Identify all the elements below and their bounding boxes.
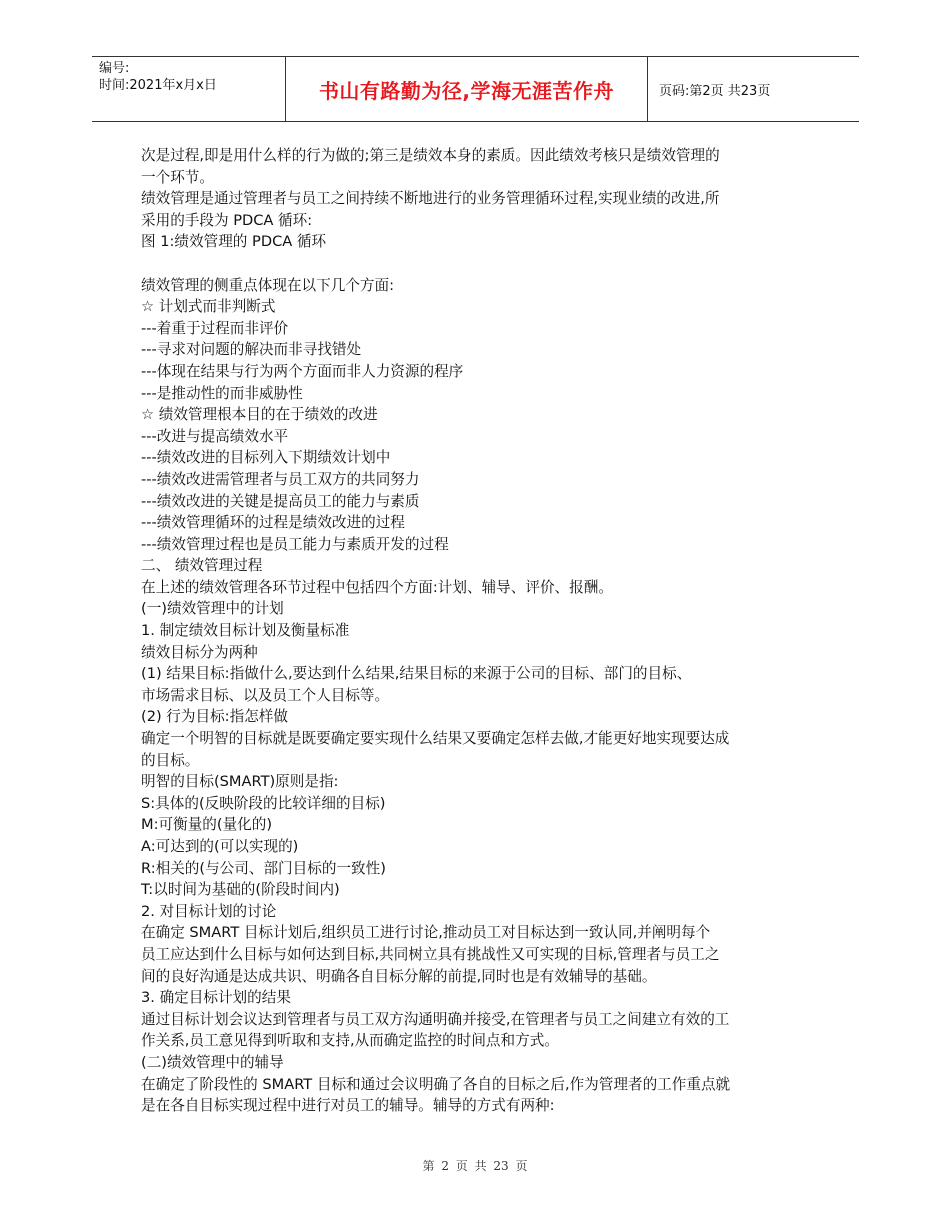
body-line: A:可达到的(可以实现的) <box>141 838 299 855</box>
body-line: 在确定 SMART 目标计划后,组织员工进行讨论,推动员工对目标达到一致认同,并阐明每个 <box>141 924 711 942</box>
body-line: ---寻求对问题的解决而非寻找错处 <box>141 341 362 359</box>
document-date: 时间:2021年x月x日 <box>99 78 217 93</box>
body-line: ---是推动性的而非威胁性 <box>141 384 303 402</box>
body-line: 在上述的绩效管理各环节过程中包括四个方面:计划、辅导、评价、报酬。 <box>141 578 613 596</box>
body-line: 市场需求目标、以及员工个人目标等。 <box>141 686 390 704</box>
body-line: ---绩效改进的目标列入下期绩效计划中 <box>141 449 391 467</box>
body-line: 2. 对目标计划的讨论 <box>141 902 277 920</box>
body-line: ---绩效管理循环的过程是绩效改进的过程 <box>141 514 405 532</box>
body-line: ---绩效改进的关键是提高员工的能力与素质 <box>141 492 420 510</box>
document-body <box>141 145 812 1117</box>
body-line: ---绩效管理过程也是员工能力与素质开发的过程 <box>141 535 449 553</box>
document-number-label: 编号: <box>99 61 130 76</box>
header-page-info: 页码:第2页 共23页 <box>659 83 771 99</box>
page-header <box>92 56 859 122</box>
body-line: 图 1:绩效管理的 PDCA 循环 <box>141 233 327 251</box>
body-line: 明智的目标(SMART)原则是指: <box>141 773 339 791</box>
body-line: 间的良好沟通是达成共识、明确各自目标分解的前提,同时也是有效辅导的基础。 <box>141 967 657 985</box>
header-meta <box>92 57 286 121</box>
body-line: (2) 行为目标:指怎样做 <box>141 708 288 726</box>
body-line: 1. 制定绩效目标计划及衡量标准 <box>141 622 350 640</box>
blank-line <box>141 253 812 275</box>
body-line: S:具体的(反映阶段的比较详细的目标) <box>141 794 386 812</box>
body-line: 3. 确定目标计划的结果 <box>141 989 291 1007</box>
body-line: 是在各自目标实现过程中进行对员工的辅导。辅导的方式有两种: <box>141 1097 555 1115</box>
body-line: 一个环节。 <box>141 168 214 186</box>
body-line: 采用的手段为 PDCA 循环: <box>141 211 313 229</box>
body-line: 绩效管理的侧重点体现在以下几个方面: <box>141 276 395 294</box>
header-motto: 书山有路勤为径,学海无涯苦作舟 <box>286 57 648 121</box>
page-footer: 第 2 页 共 23 页 <box>422 1159 528 1173</box>
body-line: ☆ 绩效管理根本目的在于绩效的改进 <box>141 406 378 424</box>
body-line: 员工应达到什么目标与如何达到目标,共同树立具有挑战性又可实现的目标,管理者与员工之 <box>141 945 720 963</box>
body-line: ☆ 计划式而非判断式 <box>141 298 276 316</box>
body-line: ---体现在结果与行为两个方面而非人力资源的程序 <box>141 362 464 380</box>
body-line: (一)绩效管理中的计划 <box>141 600 284 618</box>
body-line: ---改进与提高绩效水平 <box>141 427 289 445</box>
body-line: R:相关的(与公司、部门目标的一致性) <box>141 859 386 877</box>
body-line: ---着重于过程而非评价 <box>141 319 289 337</box>
body-line: (二)绩效管理中的辅导 <box>141 1053 284 1071</box>
body-line: (1) 结果目标:指做什么,要达到什么结果,结果目标的来源于公司的目标、部门的目标、 <box>141 665 692 683</box>
body-line: 绩效目标分为两种 <box>141 643 258 661</box>
body-line: 通过目标计划会议达到管理者与员工双方沟通明确并接受,在管理者与员工之间建立有效的工 <box>141 1010 730 1028</box>
body-line: T:以时间为基础的(阶段时间内) <box>141 881 340 899</box>
body-line: 作关系,员工意见得到听取和支持,从而确定监控的时间点和方式。 <box>141 1032 559 1050</box>
body-line: 的目标。 <box>141 751 200 769</box>
body-line: 二、 绩效管理过程 <box>141 557 263 575</box>
body-line: 绩效管理是通过管理者与员工之间持续不断地进行的业务管理循环过程,实现业绩的改进,所 <box>141 190 720 208</box>
body-line: 在确定了阶段性的 SMART 目标和通过会议明确了各自的目标之后,作为管理者的工作重点就 <box>141 1075 731 1093</box>
body-line: ---绩效改进需管理者与员工双方的共同努力 <box>141 470 420 488</box>
body-line: M:可衡量的(量化的) <box>141 816 273 834</box>
body-line: 确定一个明智的目标就是既要确定要实现什么结果又要确定怎样去做,才能更好地实现要达成 <box>141 730 730 748</box>
body-line: 次是过程,即是用什么样的行为做的;第三是绩效本身的素质。因此绩效考核只是绩效管理的 <box>141 147 720 164</box>
